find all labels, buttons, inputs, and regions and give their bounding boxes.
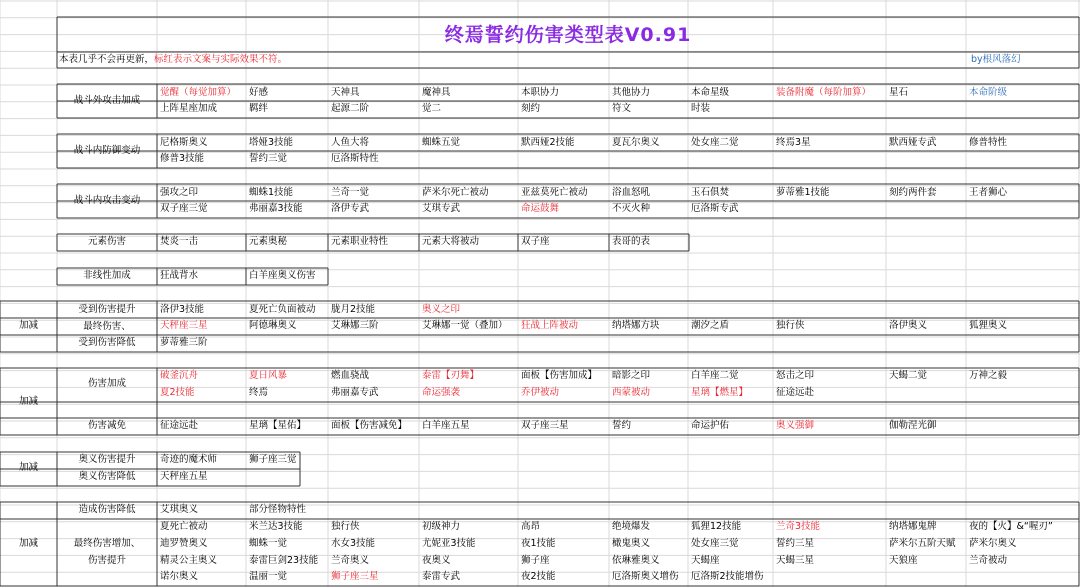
table-cell: 西蒙被动	[612, 387, 651, 398]
table-cell: 星石	[889, 87, 909, 98]
table-cell: 天神具	[331, 87, 360, 98]
table-cell: 终焉3星	[776, 137, 811, 148]
table-cell: 浴血怒吼	[612, 187, 651, 198]
table-cell: 艾琳娜一觉（叠加）	[422, 320, 508, 331]
label-final-inc-2: 伤害提升	[87, 555, 126, 566]
table-cell: 夏瓦尔奥义	[612, 137, 660, 148]
table-cell: 万神之毅	[969, 370, 1008, 381]
table-cell: 魔神具	[422, 87, 451, 98]
table-cell: 橄鬼奥义	[612, 537, 651, 549]
table-cell: 萝蒂雅三阶	[160, 337, 208, 348]
label-received-up: 受到伤害提升	[78, 304, 136, 315]
table-cell: 狂战上阵被动	[521, 320, 579, 331]
table-cell: 萨米尔死亡被动	[422, 187, 489, 198]
table-cell: 暗影之印	[612, 370, 651, 381]
table-cell: 独行侠	[331, 521, 360, 532]
table-cell: 强攻之印	[160, 187, 199, 198]
label-nonlinear: 非线性加成	[83, 270, 131, 281]
table-cell: 泰雷专武	[422, 571, 461, 583]
table-cell: 焚炎一击	[160, 236, 199, 247]
table-cell: 默西娅专武	[889, 137, 937, 148]
table-cell: 刻约两件套	[889, 187, 937, 198]
table-cell: 双子座三觉	[160, 203, 208, 214]
table-cell: 天蝎二觉	[889, 370, 928, 381]
table-cell: 厄洛斯2技能增伤	[691, 571, 764, 583]
table-cell: 艾琳娜三阶	[331, 320, 379, 331]
note-red: 标红表示文案与实际效果不符。	[154, 54, 288, 65]
table-cell: 水女3技能	[331, 537, 376, 549]
table-cell: 厄洛斯特性	[331, 153, 379, 164]
table-cell: 怒击之印	[776, 370, 815, 381]
label-add-sub-3: 加减	[18, 462, 38, 473]
table-cell: 潮汐之盾	[691, 320, 730, 331]
table-cell: 初级神力	[422, 521, 461, 532]
label-add-sub-4: 加减	[18, 538, 38, 549]
table-cell: 终焉	[249, 387, 269, 398]
note-text	[59, 52, 287, 68]
table-cell: 元素奥秘	[249, 236, 288, 247]
table-cell: 符文	[612, 103, 632, 114]
table-cell: 誓约	[612, 420, 632, 431]
table-cell: 亚兹莫死亡被动	[521, 187, 588, 198]
table-cell: 尼格斯奥义	[160, 137, 208, 148]
label-add-sub-1: 加减	[18, 320, 38, 331]
table-cell: 阿德琳奥义	[249, 320, 297, 331]
table-cell: 誓约三觉	[249, 153, 288, 164]
table-cell: 萝蒂雅1技能	[776, 187, 830, 198]
label-damage-reduce: 伤害减免	[87, 420, 126, 431]
table-cell: 觉醒（每觉加算）	[160, 87, 237, 98]
table-cell: 命运护佑	[691, 420, 730, 431]
table-cell: 人鱼大将	[331, 137, 370, 148]
label-final-1: 最终伤害、	[83, 321, 131, 332]
table-cell: 天蝎三星	[776, 554, 815, 566]
table-cell: 乔伊被动	[521, 387, 560, 398]
table-cell: 双子座	[521, 236, 550, 247]
table-cell: 诺尔奥义	[160, 571, 199, 583]
table-cell: 处女座三觉	[691, 537, 739, 549]
table-cell: 白羊座奥义伤害	[249, 270, 316, 281]
table-cell: 天蝎座	[691, 554, 720, 566]
table-cell: 星璃【星佑】	[249, 420, 307, 431]
table-cell: 兰奇被动	[969, 554, 1008, 566]
label-ult-down: 奥义伤害降低	[78, 471, 136, 482]
label-element: 元素伤害	[87, 236, 126, 247]
table-cell: 蜘蛛一觉	[249, 537, 288, 549]
table-cell: 觉二	[422, 103, 442, 114]
table-cell: 白羊座二觉	[691, 370, 739, 381]
table-cell: 表哥的表	[612, 236, 651, 247]
table-cell: 胧月2技能	[331, 304, 376, 315]
table-cell: 刻约	[521, 103, 541, 114]
table-cell: 狮子座三觉	[249, 454, 297, 465]
label-attack: 战斗内攻击变动	[73, 195, 141, 206]
table-cell: 修普特性	[969, 137, 1008, 148]
label-damage-add: 伤害加成	[87, 378, 126, 389]
table-cell: 狐狸12技能	[691, 521, 742, 532]
label-final-inc-1: 最终伤害增加、	[73, 538, 141, 549]
table-cell: 兰奇一觉	[331, 187, 370, 198]
note-black: 本表几乎不会再更新，	[59, 54, 155, 65]
table-cell: 王者狮心	[969, 187, 1008, 198]
label-add-sub-2: 加减	[18, 396, 38, 407]
table-cell: 高昂	[521, 521, 541, 532]
table-cell: 兰奇3技能	[776, 521, 821, 532]
table-cell: 纳塔娜鬼牌	[889, 521, 937, 532]
table-cell: 夜1技能	[521, 537, 556, 549]
table-cell: 本命星级	[691, 87, 730, 98]
table-cell: 上阵星座加成	[160, 103, 218, 114]
table-cell: 绝境爆发	[612, 521, 651, 532]
table-cell: 兰奇奥义	[331, 554, 370, 566]
table-cell: 夜奥义	[422, 554, 451, 566]
table-cell: 星璃【燃星】	[691, 387, 749, 398]
table-cell: 装备附魔（每阶加算）	[776, 87, 872, 98]
table-cell: 萨米尔奥义	[969, 537, 1017, 549]
table-cell: 厄洛斯奥义增伤	[612, 571, 679, 583]
table-cell: 弗丽嘉3技能	[249, 203, 303, 214]
table-cell: 奇迹的魔术师	[160, 454, 218, 465]
label-out-of-battle: 战斗外攻击加成	[73, 95, 141, 106]
table-cell: 弗丽嘉专武	[331, 387, 379, 398]
table-cell: 白羊座五星	[422, 420, 470, 431]
sheet-title: 终焉誓约伤害类型表V0.91	[444, 24, 692, 46]
label-deal-down: 造成伤害降低	[78, 504, 136, 515]
table-cell: 洛伊3技能	[160, 304, 205, 315]
table-cell: 狂战背水	[160, 270, 199, 281]
table-cell: 命运鼓舞	[521, 203, 560, 214]
author-credit: by根风落幻	[971, 54, 1021, 65]
table-cell: 伽勒涅光御	[889, 420, 937, 431]
table-cell: 夏2技能	[160, 387, 195, 398]
table-cell: 泰雷巨剑23技能	[249, 554, 319, 566]
table-cell: 温丽一觉	[249, 571, 288, 583]
table-cell: 艾琪奥义	[160, 504, 199, 515]
table-cell: 修普3技能	[160, 153, 205, 164]
table-cell: 奥义强御	[776, 420, 815, 431]
table-cell: 誓约三星	[776, 537, 815, 549]
table-cell: 尤妮亚3技能	[422, 537, 476, 549]
table-cell: 迪罗赞奥义	[160, 537, 208, 549]
table-cell: 依琳雅奥义	[612, 554, 660, 566]
table-cell: 羁绊	[249, 103, 269, 114]
table-cell: 时装	[691, 103, 711, 114]
table-cell: 征途远赴	[160, 420, 199, 431]
table-cell: 夏日风暴	[249, 370, 288, 381]
table-cell: 面板【伤害减免】	[331, 420, 408, 431]
table-cell: 元素大将被动	[422, 236, 480, 247]
table-cell: 洛伊奥义	[889, 320, 928, 331]
table-cell: 艾琪专武	[422, 203, 461, 214]
table-cell: 夜的【火】&“喔刃”	[969, 521, 1053, 532]
table-cell: 好感	[249, 87, 269, 98]
table-cell: 本命阶级	[969, 87, 1008, 98]
table-cell: 燃血骁战	[331, 370, 370, 381]
table-cell: 不灭火种	[612, 203, 651, 214]
table-cell: 起源二阶	[331, 103, 370, 114]
table-cell: 萨米尔五阶天赋	[889, 537, 956, 549]
table-cell: 天秤座五星	[160, 471, 208, 482]
table-cell: 夏死亡被动	[160, 521, 208, 532]
table-cell: 双子座三星	[521, 420, 569, 431]
table-cell: 狐狸奥义	[969, 320, 1008, 331]
table-cell: 奥义之印	[422, 304, 461, 315]
table-cell: 天秤座三星	[160, 320, 208, 331]
table-cell: 蜘蛛1技能	[249, 187, 294, 198]
table-cell: 面板【伤害加成】	[521, 370, 598, 381]
table-cell: 洛伊专武	[331, 203, 370, 214]
table-cell: 征途远赴	[776, 387, 815, 398]
table-cell: 玉石俱焚	[691, 187, 730, 198]
table-cell: 纳塔娜方块	[612, 320, 660, 331]
label-ult-up: 奥义伤害提升	[78, 454, 136, 465]
table-cell: 狮子座三星	[331, 571, 379, 583]
table-cell: 蜘蛛五觉	[422, 137, 461, 148]
table-cell: 默西娅2技能	[521, 137, 575, 148]
table-cell: 独行侠	[776, 320, 805, 331]
table-cell: 部分怪物特性	[249, 504, 307, 515]
table-cell: 破釜沉舟	[160, 370, 199, 381]
table-cell: 元素职业特性	[331, 236, 389, 247]
table-cell: 处女座二觉	[691, 137, 739, 148]
table-cell: 本职协力	[521, 87, 560, 98]
table-cell: 狮子座	[521, 554, 550, 566]
table-cell: 泰雷【刃舞】	[422, 370, 480, 381]
label-final-2: 受到伤害降低	[78, 337, 136, 348]
table-cell: 精灵公主奥义	[160, 554, 218, 566]
table-cell: 厄洛斯专武	[691, 203, 739, 214]
table-cell: 夏死亡负面被动	[249, 304, 316, 315]
table-cell: 其他协力	[612, 87, 651, 98]
table-cell: 夜2技能	[521, 571, 556, 583]
table-cell: 米兰达3技能	[249, 521, 303, 532]
label-defense: 战斗内防御变动	[73, 145, 141, 156]
table-cell: 天狼座	[889, 554, 918, 566]
table-cell: 塔娅3技能	[249, 137, 294, 148]
table-cell: 命运强袭	[422, 387, 461, 398]
